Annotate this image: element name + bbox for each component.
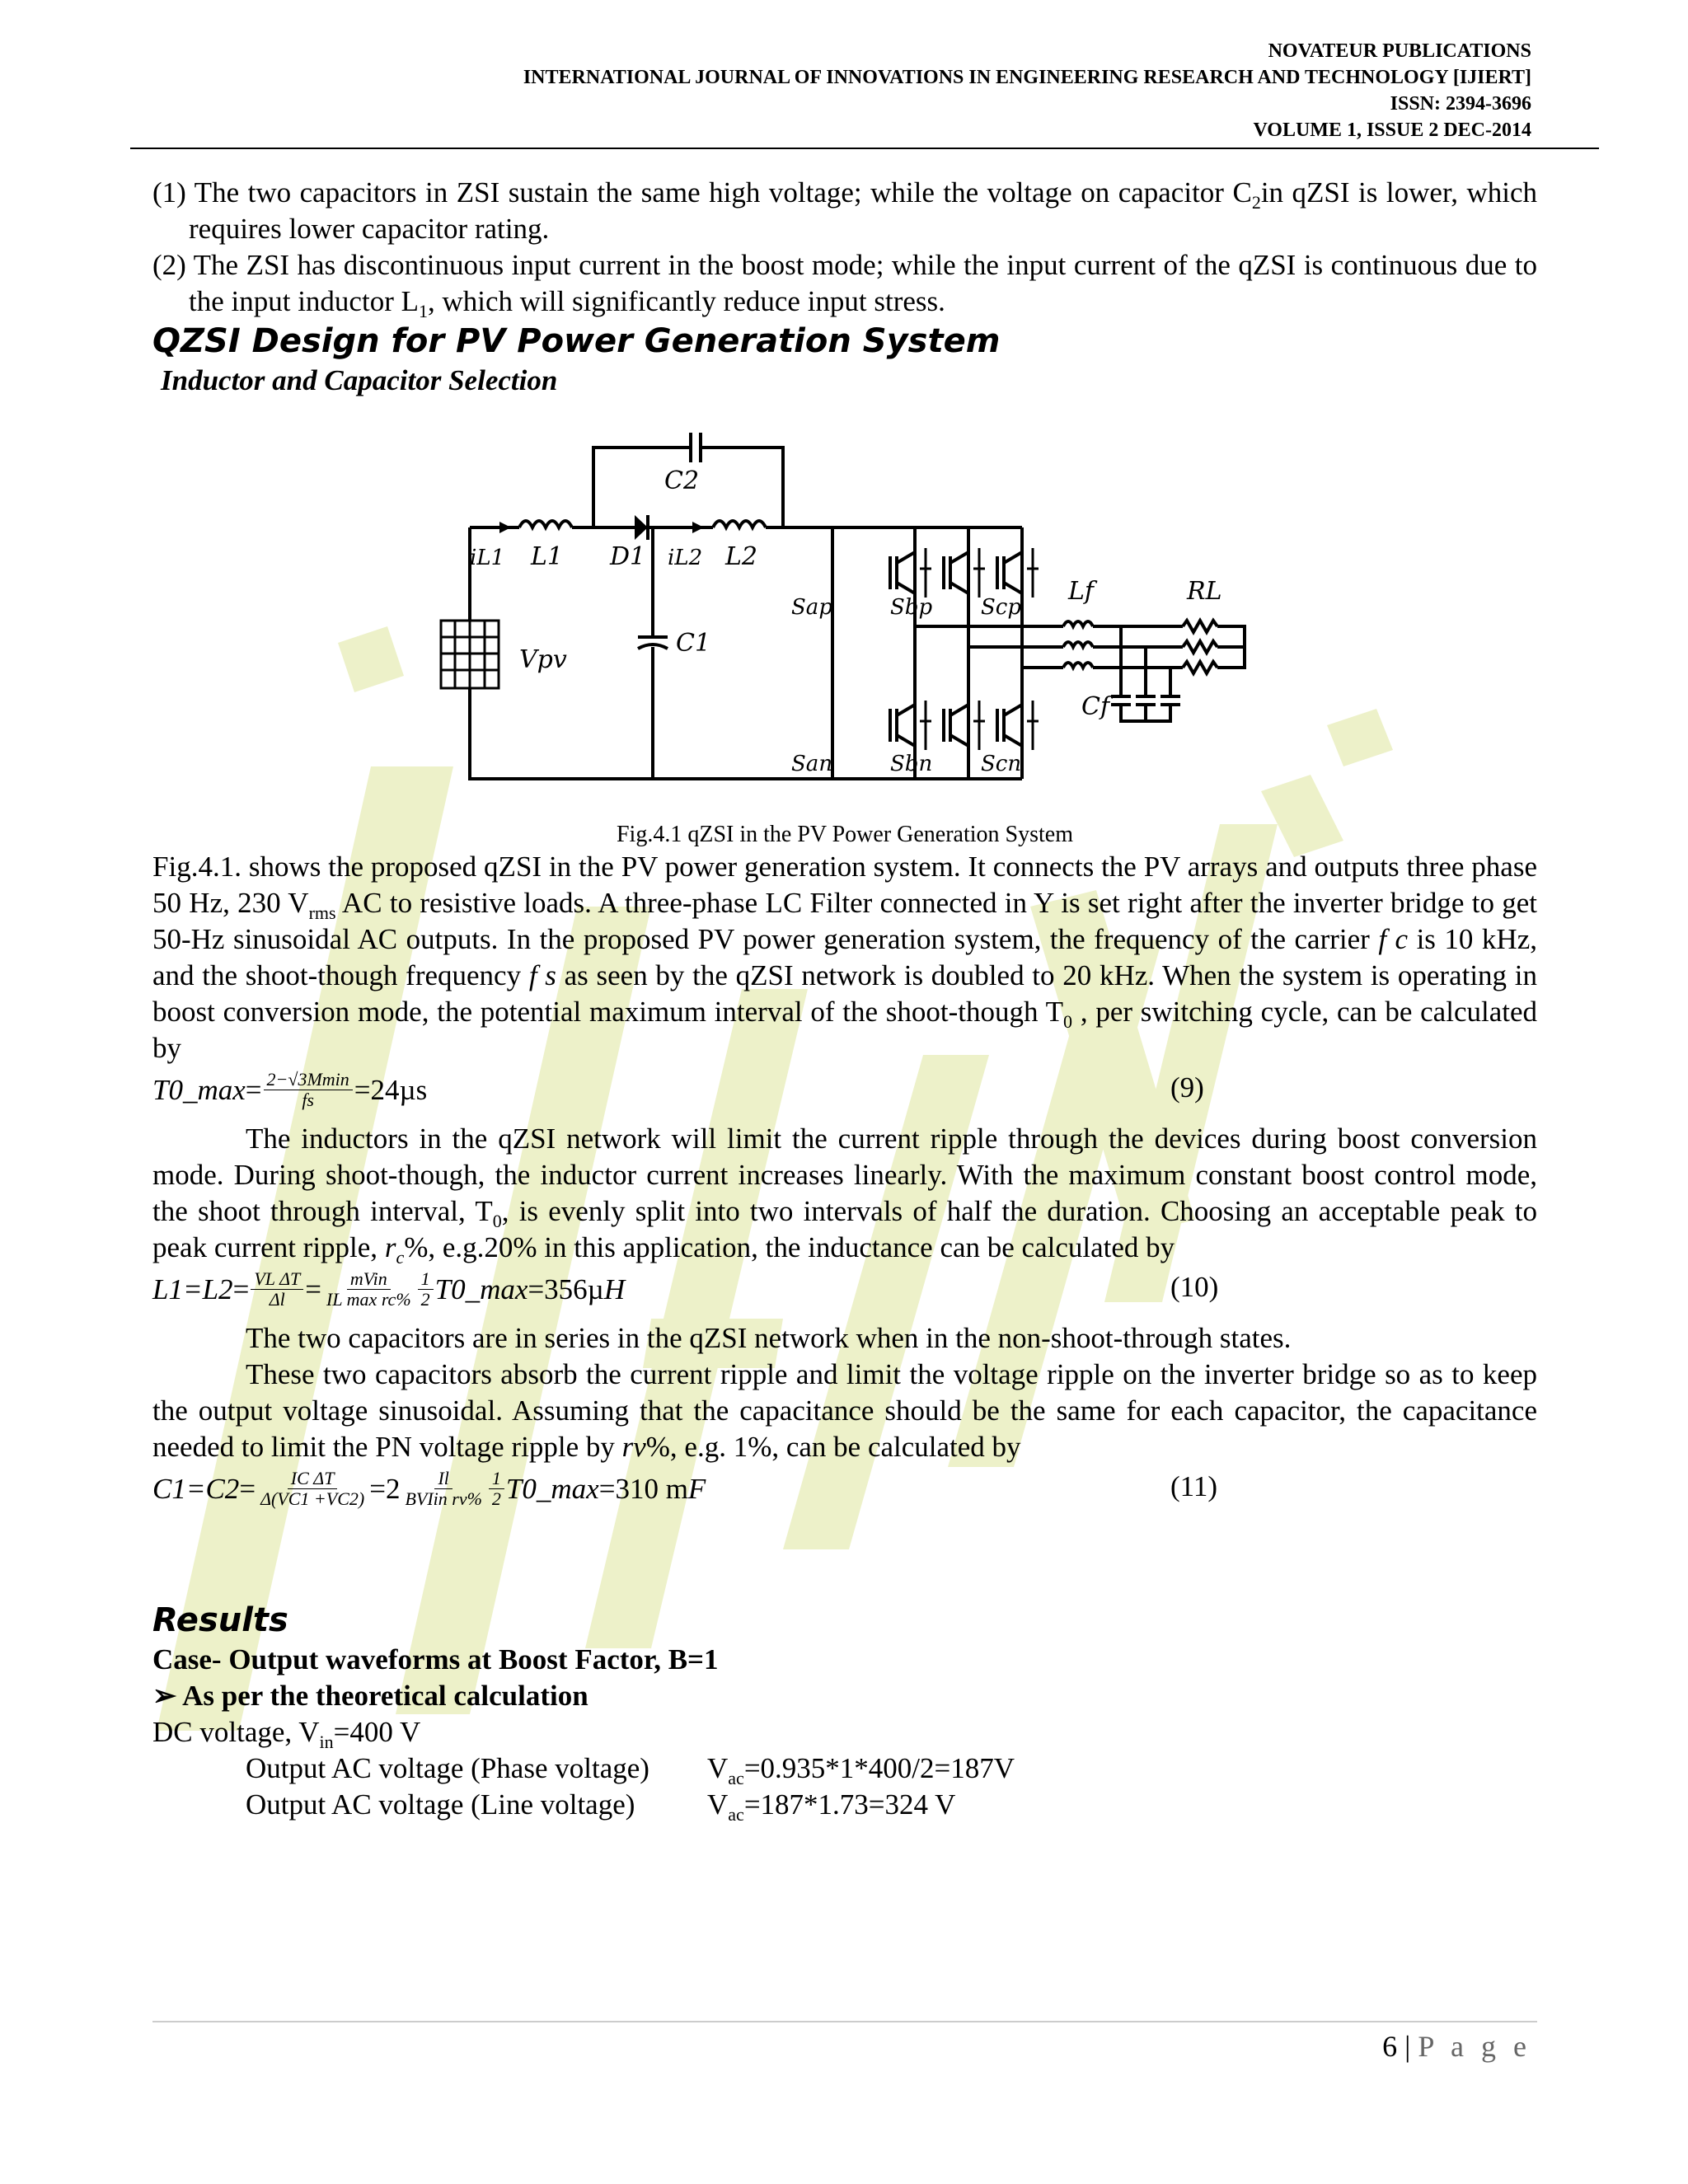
publisher-name: NOVATEUR PUBLICATIONS [1268, 40, 1531, 62]
section-title: QZSI Design for PV Power Generation System [152, 322, 1001, 360]
comparison-list [152, 175, 1537, 399]
label-d1: D1 [610, 542, 646, 571]
ac-voltage-row: Output AC voltage (Phase voltage) $V_{ac}=0.935*1*400/2=187V$ [246, 1752, 1015, 1788]
equation-number: (9) [1170, 1071, 1204, 1104]
page-label: P a g e [1418, 2030, 1531, 2063]
results-section [152, 1599, 1537, 1823]
label-sap: Sap [791, 595, 832, 620]
issn: ISSN: 2394-3696 [1390, 93, 1531, 115]
case-heading: Case- Output waveforms at Boost Factor, B=1 [152, 1643, 719, 1675]
subsection-title: Inductor and Capacitor Selection [161, 364, 558, 396]
eq9-lhs: T0_max [152, 1073, 246, 1106]
footer-divider [152, 2021, 1537, 2022]
page-number: 6 [1382, 2030, 1398, 2063]
label-lf: Lf [1068, 577, 1095, 606]
equation-11: C1=C2 = $\frac{\text{IC ΔT}}{\Delta(VC1 +VC2)}$ =2 $\frac{Il}{\text{BVIin rv\%}}$ $\frac{1}{2}$ T0_max =310 m F (11) [152, 1468, 1218, 1509]
body-text [152, 821, 1537, 1520]
label-scp: Scp [981, 595, 1022, 620]
equation-number: (11) [1170, 1470, 1218, 1502]
label-l1: L1 [531, 542, 564, 571]
label-sbp: Sbp [890, 595, 933, 620]
eq9-fraction: $\frac{2-√3Mmin}{fs}$ [264, 1070, 353, 1110]
dc-voltage: DC voltage, $V_{in}=400$ V [152, 1716, 421, 1752]
label-vpv: Vpv [519, 645, 567, 674]
bullet-arrow-icon: ➢ [152, 1680, 177, 1712]
label-san: San [791, 752, 833, 776]
pv-panel-icon [441, 621, 499, 688]
volume-issue: VOLUME 1, ISSUE 2 DEC-2014 [1253, 120, 1531, 141]
header-divider [130, 148, 1599, 149]
label-scn: Scn [981, 752, 1022, 776]
paragraph: Fig.4.1. shows the proposed qZSI in the PV power generation system. It connects the PV arrays and outputs three phase 50 Hz, 230 $V_{rms}$ AC to resistive loads. A three-phase LC Filter connected in Y is set right after the inverter bridge to get 50-Hz sinusoidal AC outputs. In the proposed PV power generation system, the frequency of the carrier f c is 10 kHz, and the shoot-though frequency f s as seen by the qZSI network is doubled to 20 kHz. When the system is operating in boost conversion mode, the potential maximum interval of the shoot-though $T_0$ , per switching cycle, can be calculated by [152, 851, 1538, 1064]
ac-voltage-row: Output AC voltage (Line voltage) $V_{ac}=187*1.73=324$ V [246, 1788, 956, 1825]
journal-name: INTERNATIONAL JOURNAL OF INNOVATIONS IN ENGINEERING RESEARCH AND TECHNOLOGY [IJIERT] [523, 67, 1531, 88]
equation-number: (10) [1170, 1271, 1219, 1303]
paragraph: The inductors in the qZSI network will limit the current ripple through the devices during boost conversion mode. During shoot-though, the inductor current increases linearly. With the maximum constant boost control mode, the shoot through interval, $T_0$, is evenly split into two intervals of half the duration. Choosing an acceptable peak to peak current ripple, $r_c\%$, e.g.20% in this application, the inductance can be calculated by [152, 1122, 1537, 1268]
label-il1: iL1 [470, 546, 505, 570]
page-footer: 6 | P a g e [1382, 2030, 1531, 2063]
list-item: (1) The two capacitors in ZSI sustain the same high voltage; while the voltage on capacitor $C_2in$ qZSI is lower, which requires lower capacitor rating. [152, 176, 1537, 245]
qzsi-circuit-diagram [429, 416, 1269, 804]
figure-caption: Fig.4.1 qZSI in the PV Power Generation System [616, 822, 1073, 847]
label-rl: RL [1187, 577, 1222, 606]
label-cf: Cf [1081, 692, 1110, 721]
paragraph: These two capacitors absorb the current ripple and limit the voltage ripple on the inverter bridge so as to keep the output voltage sinusoidal. Assuming that the capacitance should be the same for each capacitor, the capacitance needed to limit the PN voltage ripple by rv%, e.g. 1%, can be calculated by [152, 1358, 1537, 1463]
bullet-heading: ➢ As per the theoretical calculation [152, 1680, 588, 1712]
journal-header [523, 38, 1531, 143]
label-sbn: Sbn [890, 752, 933, 776]
paragraph: The two capacitors are in series in the qZSI network when in the non-shoot-through states. [246, 1322, 1292, 1354]
label-c2: C2 [664, 466, 700, 495]
list-item: (2) The ZSI has discontinuous input current in the boost mode; while the input current of the qZSI is continuous due to the input inductor $L_1$, which will significantly reduce input stress. [152, 249, 1537, 321]
label-l2: L2 [725, 542, 758, 571]
section-title: Results [152, 1601, 288, 1639]
label-c1: C1 [676, 629, 711, 658]
equation-10: L1=L2 = $\frac{\text{VL ΔT}}{\Delta l}$ = $\frac{\text{mVin}}{\text{IL max rc\%}}$ $\frac{1}{2}$ T0_max =356µ H (10) [152, 1268, 1219, 1310]
equation-9: T0_max = $\frac{2-√3Mmin}{fs}$ =24µs (9) [152, 1069, 1204, 1110]
label-il2: iL2 [668, 546, 703, 570]
